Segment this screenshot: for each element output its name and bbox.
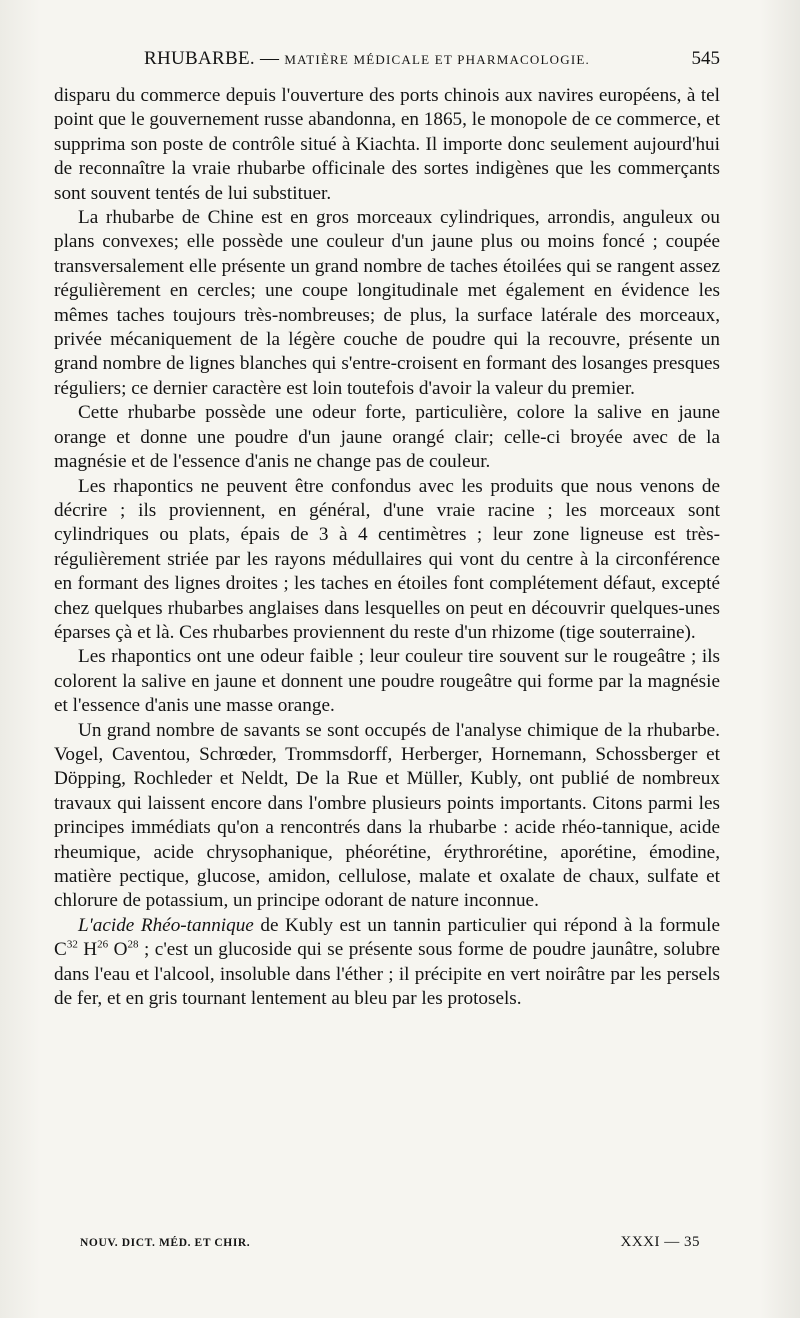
paragraph-analyse: Un grand nombre de savants se sont occupés de l'analyse chimique de la rhubarbe. Vogel, Caventou, Schrœder, Trommsdorff, Herberger, Hornemann, Schossberger et Döpping, Rochleder et Neldt, De la Rue et Müller, Kubly, ont publié de nombreux travaux qui laissent encore dans l'ombre plusieurs points importants. Citons parmi les principes immédiats qu'on a rencontrés dans la rhubarbe : acide rhéo-tannique, acide rheumique, acide chrysophanique, phéorétine, érythrorétine, aporétine, émodine, matière pectique, glucose, amidon, cellulose, malate et oxalate de chaux, sulfate et chlorure de potassium, un principe odorant de nature inconnue. — [54, 719, 720, 912]
formula-c-sup: 32 — [66, 938, 78, 951]
formula-o: O — [108, 939, 128, 961]
paragraph-continuation: disparu du commerce depuis l'ouverture des ports chinois aux navires européens, à tel point que le gouvernement russe abandonna, en 1865, le monopole de ce commerce, et supprima son poste de contrôle situé à Kiachta. Il importe donc seulement aujourd'hui de reconnaître la vraie rhubarbe officinale des sortes indigènes que les commerçants sont souvent tentés de lui substituer. — [54, 85, 721, 204]
paragraph-rhapontics: Les rhapontics ne peuvent être confondus avec les produits que nous venons de décrire ; ils proviennent, en général, d'une vraie racine ; les morceaux sont cylindriques ou plats, épais de 3 à 4 centimètres ; leur zone ligneuse est très-régulièrement striée par les rayons médullaires qui vont du centre à la circonférence en formant des lignes droites ; les taches en étoiles font complétement défaut, excepté chez quelques rhubarbes anglaises dans lesquelles on peut en découvrir quelques-unes éparses çà et là. Ces rhubarbes proviennent du reste d'un rhizome (tige souterraine). — [54, 475, 720, 643]
formula-o-sup: 28 — [127, 938, 139, 951]
header-main-title: RHUBARBE. — — [144, 48, 280, 69]
italic-term: L'acide Rhéo-tannique — [78, 914, 254, 936]
header-subtitle: MATIÈRE MÉDICALE ET PHARMACOLOGIE. — [284, 52, 590, 67]
body-text — [54, 84, 720, 1011]
formula-h-sup: 26 — [97, 938, 109, 951]
header-title — [144, 48, 590, 70]
formula-h: H — [77, 939, 98, 961]
page-footer — [80, 1234, 700, 1257]
footer-signature: NOUV. DICT. MÉD. ET CHIR. — [80, 1237, 251, 1249]
paragraph-rest: ; c'est un glucoside qui se présente sous forme de poudre jaunâtre, solubre dans l'eau et l'alcool, insoluble dans l'éther ; il précipite en vert noirâtre par les persels de fer, et en gris tournant lentement au bleu par les protosels. — [54, 939, 720, 1010]
formula-intro: de Kubly est un tannin particulier qui répond à la formule C — [54, 914, 720, 961]
paragraph-rhapontics-odeur: Les rhapontics ont une odeur faible ; leur couleur tire souvent sur le rougeâtre ; ils colorent la salive en jaune et donnent une poudre rougeâtre qui forme par la magnésie et l'essence d'anis une masse orange. — [54, 646, 720, 717]
running-header — [52, 48, 720, 74]
paragraph-odeur: Cette rhubarbe possède une odeur forte, particulière, colore la salive en jaune orange et donne une poudre d'un jaune orangé clair; celle-ci broyée avec de la magnésie et de l'essence d'anis ne change pas de couleur. — [54, 402, 720, 473]
footer-volume-sheet: XXXI — 35 — [620, 1234, 700, 1250]
page-number: 545 — [691, 48, 720, 69]
paragraph-chine: La rhubarbe de Chine est en gros morceaux cylindriques, arrondis, anguleux ou plans convexes; elle possède une couleur d'un jaune plus ou moins foncé ; coupée transversalement elle présente un grand nombre de taches étoilées qui se rangent assez régulièrement en cercles; une coupe longitudinale met également en évidence les mêmes taches toujours très-nombreuses; de plus, la surface latérale des morceaux, privée mécaniquement de la légère couche de poudre qui la recouvre, présente un grand nombre de lignes blanches qui s'entre-croisent en formant des losanges presques réguliers; ce dernier caractère est loin toutefois d'avoir la valeur du premier. — [54, 207, 720, 399]
paragraph-acide-rheo-tannique — [54, 914, 720, 1012]
